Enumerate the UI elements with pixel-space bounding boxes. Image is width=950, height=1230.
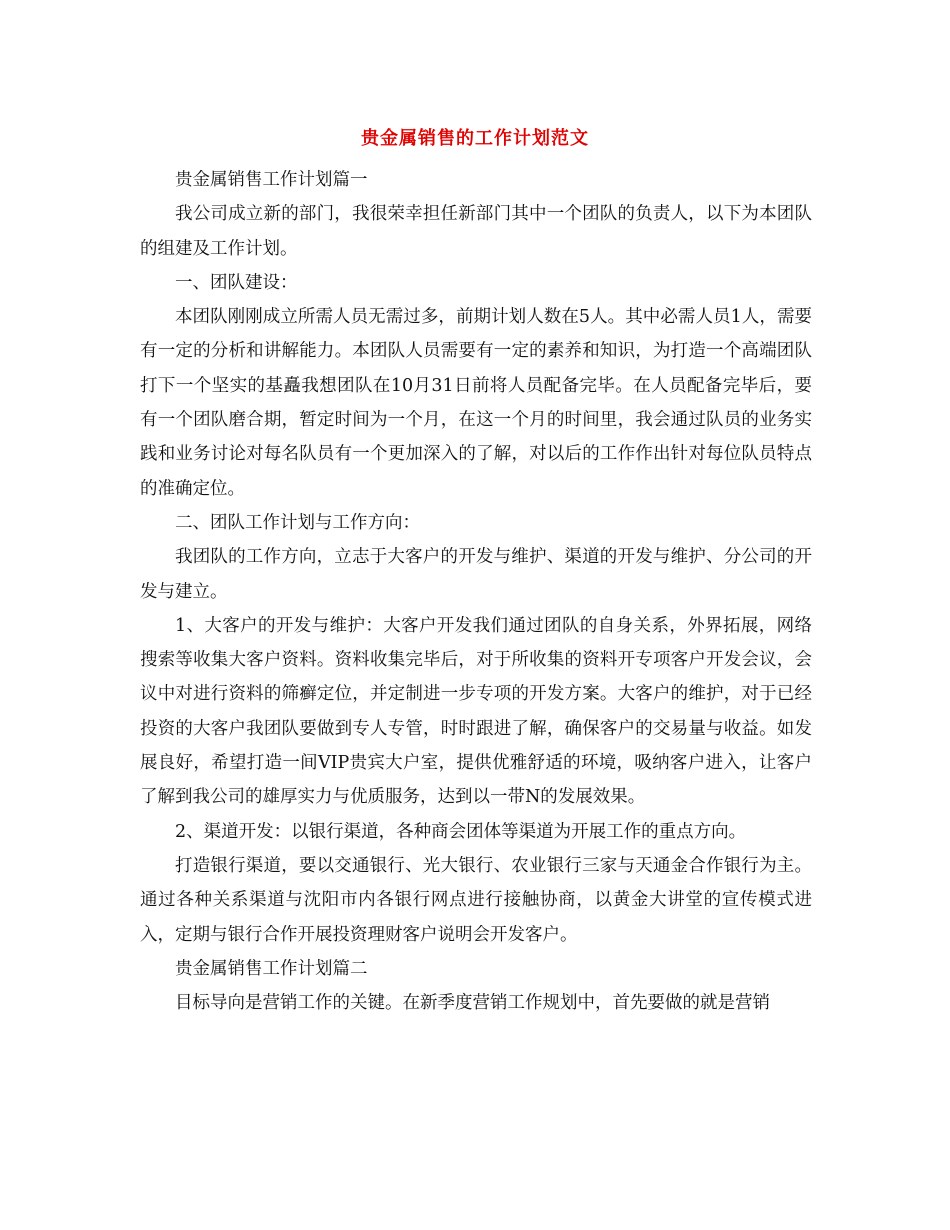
document-body [140,163,812,1020]
paragraph: 2、渠道开发：以银行渠道，各种商会团体等渠道为开展工作的重点方向。 [175,821,747,842]
subsection-heading: 一、团队建设： [175,272,298,293]
paragraph: 目标导向是营销工作的关键。在新季度营销工作规划中，首先要做的就是营销 [175,993,770,1014]
paragraph: 本团队刚刚成立所需人员无需过多，前期计划人数在5人。其中必需人员1人，需要有一定的分析和讲解能力。本团队人员需要有一定的素养和知识，为打造一个高端团队打下一个坚实的基矗我想团队在10月31日前将人员配备完毕。在人员配备完毕后，要有一个团队磨合期，暂定时间为一个月，在这一个月的时间里，我会通过队员的业务实践和业务讨论对每名队员有一个更加深入的了解，对以后的工作作出针对每位队员特点的准确定位。 [140,307,812,499]
section-heading: 贵金属销售工作计划篇一 [175,170,368,190]
subsection-heading: 二、团队工作计划与工作方向： [175,512,420,533]
paragraph: 打造银行渠道，要以交通银行、光大银行、农业银行三家与天通金合作银行为主。通过各种关系渠道与沈阳市内各银行网点进行接触协商，以黄金大讲堂的宣传模式进入，定期与银行合作开展投资理财客户说明会开发客户。 [140,855,812,945]
paragraph: 我团队的工作方向，立志于大客户的开发与维护、渠道的开发与维护、分公司的开发与建立。 [140,547,812,602]
paragraph: 我公司成立新的部门，我很荣幸担任新部门其中一个团队的负责人，以下为本团队的组建及工作计划。 [140,204,812,259]
section-heading: 贵金属销售工作计划篇二 [175,958,368,979]
page-title: 贵金属销售的工作计划范文 [361,128,589,149]
paragraph: 1、大客户的开发与维护：大客户开发我们通过团队的自身关系，外界拓展，网络搜索等收集大客户资料。资料收集完毕后，对于所收集的资料开专项客户开发会议，会议中对进行资料的筛癣定位，并定制进一步专项的开发方案。大客户的维护，对于已经投资的大客户我团队要做到专人专管，时时跟进了解，确保客户的交易量与收益。如发展良好，希望打造一间VIP贵宾大户室，提供优雅舒适的环境，吸纳客户进入，让客户了解到我公司的雄厚实力与优质服务，达到以一带N的发展效果。 [140,615,812,808]
